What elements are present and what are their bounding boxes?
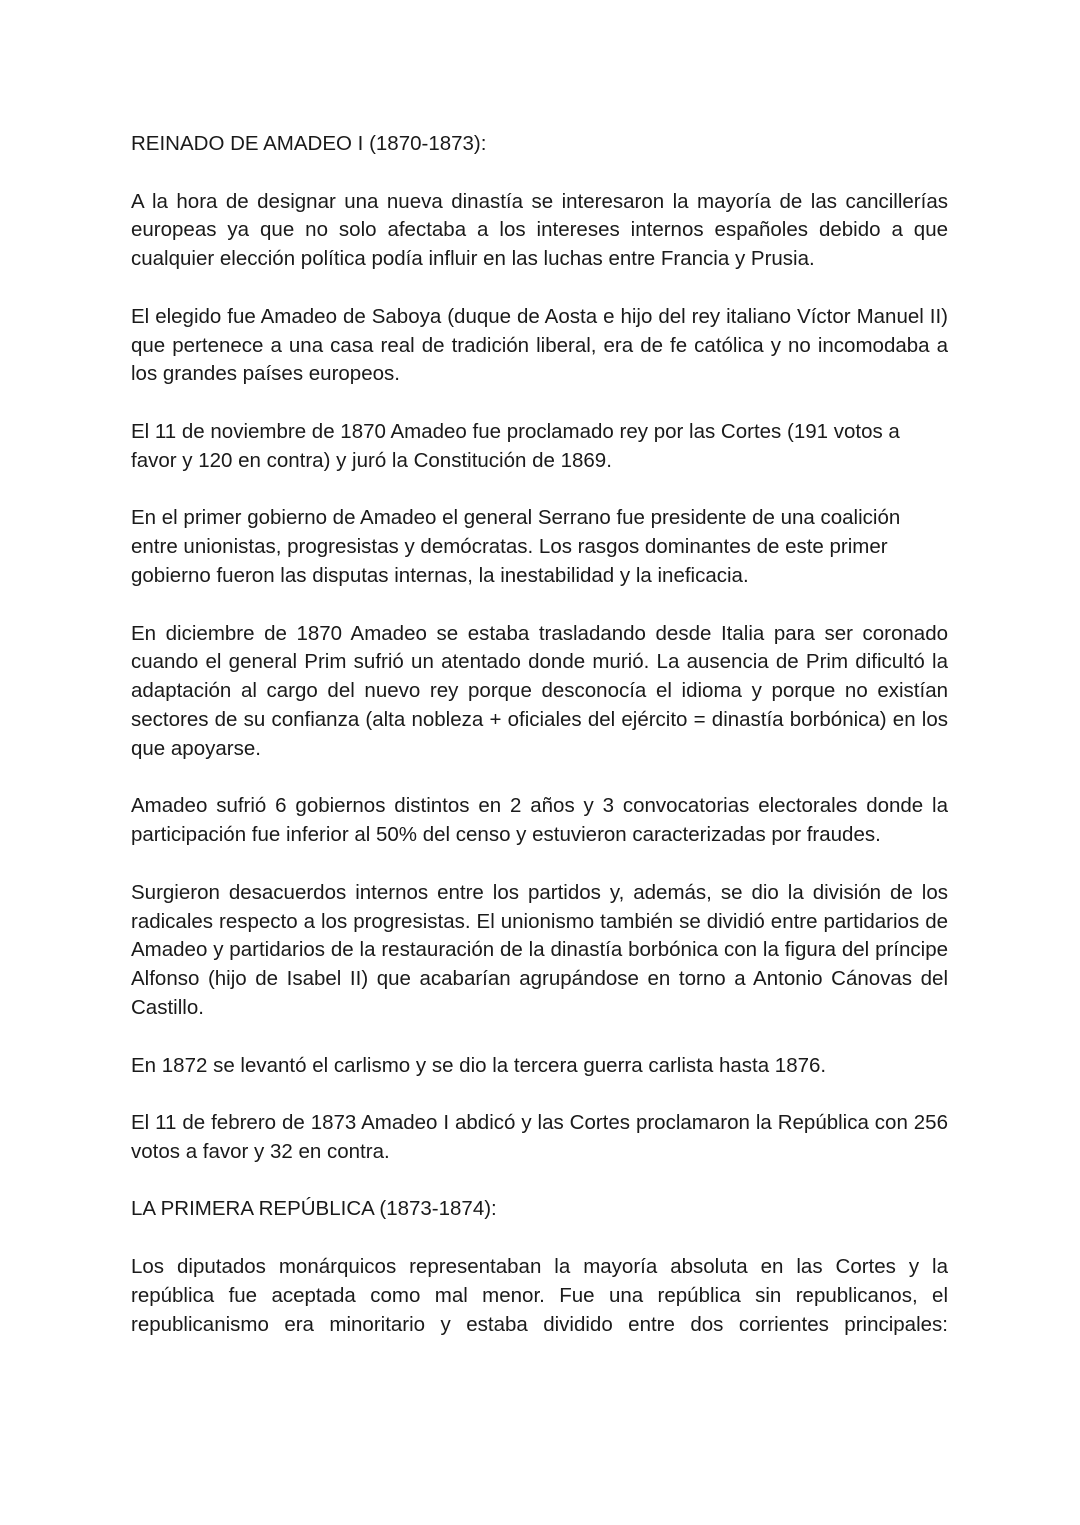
paragraph: Los diputados monárquicos representaban la mayoría absoluta en las Cortes y la república fue aceptada como mal menor. Fue una república sin republicanos, el republicanismo era minoritario y estaba dividido entre dos corrientes principales: [131, 1255, 948, 1336]
paragraph: Surgieron desacuerdos internos entre los partidos y, además, se dio la división de los radicales respecto a los progresistas. El unionismo también se dividió entre partidarios de Amadeo y partidarios de la restauración de la dinastía borbónica con la figura del príncipe Alfonso (hijo de Isabel II) que acabarían agrupándose en torno a Antonio Cánovas del Castillo. [131, 880, 948, 1019]
paragraph: El elegido fue Amadeo de Saboya (duque de Aosta e hijo del rey italiano Víctor Manuel II) que pertenece a una casa real de tradición liberal, era de fe católica y no incomodaba a los grandes países europeos. [131, 304, 948, 386]
paragraph: En 1872 se levantó el carlismo y se dio la tercera guerra carlista hasta 1876. [131, 1053, 827, 1077]
paragraph: A la hora de designar una nueva dinastía se interesaron la mayoría de las cancillerías europeas ya que no solo afectaba a los intereses internos españoles debido a que cualquier elección política podía influir en las luchas entre Francia y Prusia. [131, 189, 948, 271]
paragraph: En diciembre de 1870 Amadeo se estaba trasladando desde Italia para ser coronado cuando el general Prim sufrió un atentado donde murió. La ausencia de Prim dificultó la adaptación al cargo del nuevo rey porque desconocía el idioma y porque no existían sectores de su confianza (alta nobleza + oficiales del ejército = dinastía borbónica) en los que apoyarse. [131, 621, 948, 760]
paragraph: En el primer gobierno de Amadeo el general Serrano fue presidente de una coalición entre unionistas, progresistas y demócratas. Los rasgos dominantes de este primer gobierno fueron las disputas internas, la inestabilidad y la ineficacia. [131, 506, 901, 587]
document-page [131, 130, 948, 1368]
paragraph: El 11 de noviembre de 1870 Amadeo fue proclamado rey por las Cortes (191 votos a favor y 120 en contra) y juró la Constitución de 1869. [131, 419, 900, 472]
paragraph: El 11 de febrero de 1873 Amadeo I abdicó y las Cortes proclamaron la República con 256 votos a favor y 32 en contra. [131, 1111, 948, 1163]
section-heading-primera-republica: LA PRIMERA REPÚBLICA (1873-1874): [131, 1197, 497, 1221]
paragraph: Amadeo sufrió 6 gobiernos distintos en 2 años y 3 convocatorias electorales donde la participación fue inferior al 50% del censo y estuvieron caracterizadas por fraudes. [131, 794, 948, 847]
section-heading-amadeo: REINADO DE AMADEO I (1870-1873): [131, 132, 487, 155]
